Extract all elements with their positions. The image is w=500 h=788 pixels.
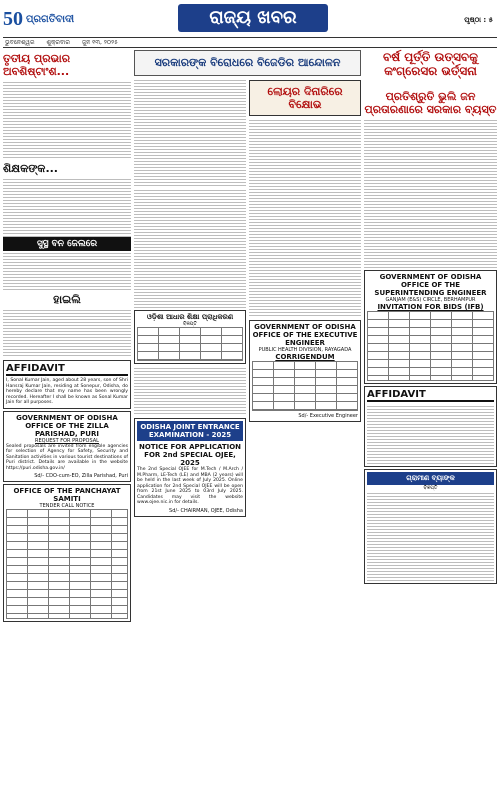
story-body: [364, 118, 497, 268]
tender-notice-ad: [3, 484, 131, 622]
notice-government: GOVERNMENT OF ODISHA: [379, 273, 482, 281]
ojee-body: The 2nd Special OJEE for M.Tech / M.Arch / M.Pharm, LE-Tech (LE) and MBA (2 years) will be held in the last week of July 2025. Online application for 2nd Special OJEE will be open from 21st June 2025 to 03rd July 2025. Candidates may visit the website www.ojee.nic.in for details.: [137, 467, 243, 505]
logo-name: ପ୍ରଗତିବାଦୀ: [26, 14, 75, 25]
page-number: ପୃଷ୍ଠା : ୫: [464, 16, 493, 24]
ad-table: [137, 327, 243, 361]
story-body: [3, 177, 131, 237]
masthead: [3, 2, 497, 38]
notice-office: OFFICE OF THE SUPERINTENDING ENGINEER: [374, 281, 487, 297]
notice-type: INVITATION FOR BIDS (IFB): [377, 303, 484, 311]
dateline-day: ଶୁକ୍ରବାର: [46, 39, 70, 46]
notice-government: GOVERNMENT OF ODISHA: [16, 413, 118, 422]
story-body: [3, 80, 131, 160]
story-headline: ତୃତୀୟ ପ୍ରଭାର ଅବଶିଷ୍ଟାଂଶ...: [3, 52, 71, 78]
story-headline: ଶିକ୍ଷକଙ୍କ...: [3, 162, 58, 175]
column-4: [364, 88, 497, 786]
story-headline: ପ୍ରତିଶ୍ରୁତି ଭୁଲି ଜନ ପ୍ରତାରଣାରେ ସରକାର ବ୍ୟସ୍ତ: [364, 90, 497, 116]
bank-subtitle: ବିଜ୍ଞପ୍ତି: [423, 485, 438, 491]
corrigendum-table: [252, 361, 358, 411]
right-lead-headline: ବର୍ଷ ପୂର୍ତ୍ତି ଉତ୍ସବକୁ କଂଗ୍ରେସର ଭର୍ତ୍ସନା: [383, 50, 478, 78]
notice-signature: Sd/- Executive Engineer: [298, 413, 358, 419]
story-body: [134, 188, 246, 308]
notice-government: GOVERNMENT OF ODISHA: [254, 323, 356, 331]
education-authority-ad: [134, 310, 246, 364]
corrigendum-ad: [249, 320, 361, 422]
tender-subject: TENDER CALL NOTICE: [39, 503, 95, 509]
story-headline: ସୁସ୍ଥ ବନ ଜେଲରେ: [3, 237, 131, 251]
tender-table: [6, 509, 128, 619]
tender-office: OFFICE OF THE PANCHAYAT SAMITI: [13, 487, 121, 503]
ad-subtitle: ବିଜ୍ଞପ୍ତି: [183, 321, 197, 327]
affidavit-title: AFFIDAVIT: [6, 363, 128, 376]
story-body: [249, 118, 361, 318]
logo-anniversary-number: 50: [3, 8, 23, 30]
content-columns: [3, 50, 497, 786]
notice-type: CORRIGENDUM: [275, 353, 335, 361]
notice-circle: GANJAM (E&S) CIRCLE, BERHAMPUR: [385, 297, 476, 303]
ojee-notice-ad: [134, 418, 246, 517]
affidavit-ad: [3, 360, 131, 409]
dateline: [3, 38, 497, 48]
story-body: [134, 366, 246, 416]
bank-text: [367, 491, 494, 581]
notice-subject: REQUEST FOR PROPOSAL: [35, 437, 99, 444]
notice-office: OFFICE OF THE ZILLA PARISHAD, PURI: [25, 421, 109, 438]
newspaper-logo: [3, 5, 89, 35]
ojee-subtitle: NOTICE FOR APPLICATION FOR 2nd SPECIAL OJEE, 2025: [138, 443, 242, 467]
notice-signature: Sd/- CDO-cum-EO, Zilla Parishad, Puri: [34, 473, 128, 479]
ojee-signature: Sd/- CHAIRMAN, OJEE, Odisha: [169, 507, 243, 514]
story-body: [134, 78, 246, 188]
column-3: [249, 78, 361, 786]
dateline-date: ଜୁନ ୧୩, ୨୦୨୫: [81, 39, 118, 46]
affidavit-text: I, Sonal Kumar Jain, aged about 28 years, son of Shri Hansraj Kumar Jain, residing at Sonepur, Odisha, do hereby declare that my name has been wrongly recorded. Hereafter I shall be known as Sonal Kumar Jain for all purposes.: [6, 378, 128, 405]
lead-story-banner: ସରକାରଙ୍କ ବିରୋଧରେ ବିଜେଡିର ଆନ୍ଦୋଳନ: [134, 50, 361, 76]
affidavit-text: [367, 404, 494, 464]
boxed-story-headline: ଲୋୟର ଦିନାରିରେ ବିକ୍ଷୋଭ: [267, 85, 343, 111]
story-body: [3, 308, 131, 358]
superintending-engineer-ad: [364, 270, 497, 384]
notice-division: PUBLIC HEALTH DIVISION, RAYAGADA: [258, 347, 352, 353]
boxed-story: [249, 80, 361, 116]
section-title: ରାଜ୍ୟ ଖବର: [178, 4, 328, 32]
story-headline: ହାଇଲି: [53, 293, 81, 306]
ad-title: ଓଡ଼ିଶା ଆଧାର ଶିକ୍ଷା ପ୍ରାଧିକରଣ: [146, 313, 234, 321]
story-body: [3, 251, 131, 291]
bank-notice-ad: [364, 469, 497, 584]
notice-office: OFFICE OF THE EXECUTIVE ENGINEER: [252, 331, 358, 347]
bank-title: ଗ୍ରାମୀଣ ବ୍ୟାଙ୍କ: [367, 472, 494, 485]
dateline-city: ଭୁବନେଶ୍ୱର: [5, 39, 35, 46]
government-notice-ad: [3, 411, 131, 483]
ojee-title: ODISHA JOINT ENTRANCE EXAMINATION - 2025: [137, 421, 243, 441]
affidavit-title: AFFIDAVIT: [367, 389, 494, 402]
affidavit-ad-right: [364, 386, 497, 467]
column-2: [134, 78, 246, 786]
notice-body: Sealed proposals are invited from eligible agencies for selection of Agency for Safety, Security and Sanitation activities in various tourist destinations of Puri district. Details are available in the website https://puri.odisha.gov.in/: [6, 443, 128, 471]
column-1: [3, 50, 131, 786]
ifb-table: [367, 311, 494, 381]
